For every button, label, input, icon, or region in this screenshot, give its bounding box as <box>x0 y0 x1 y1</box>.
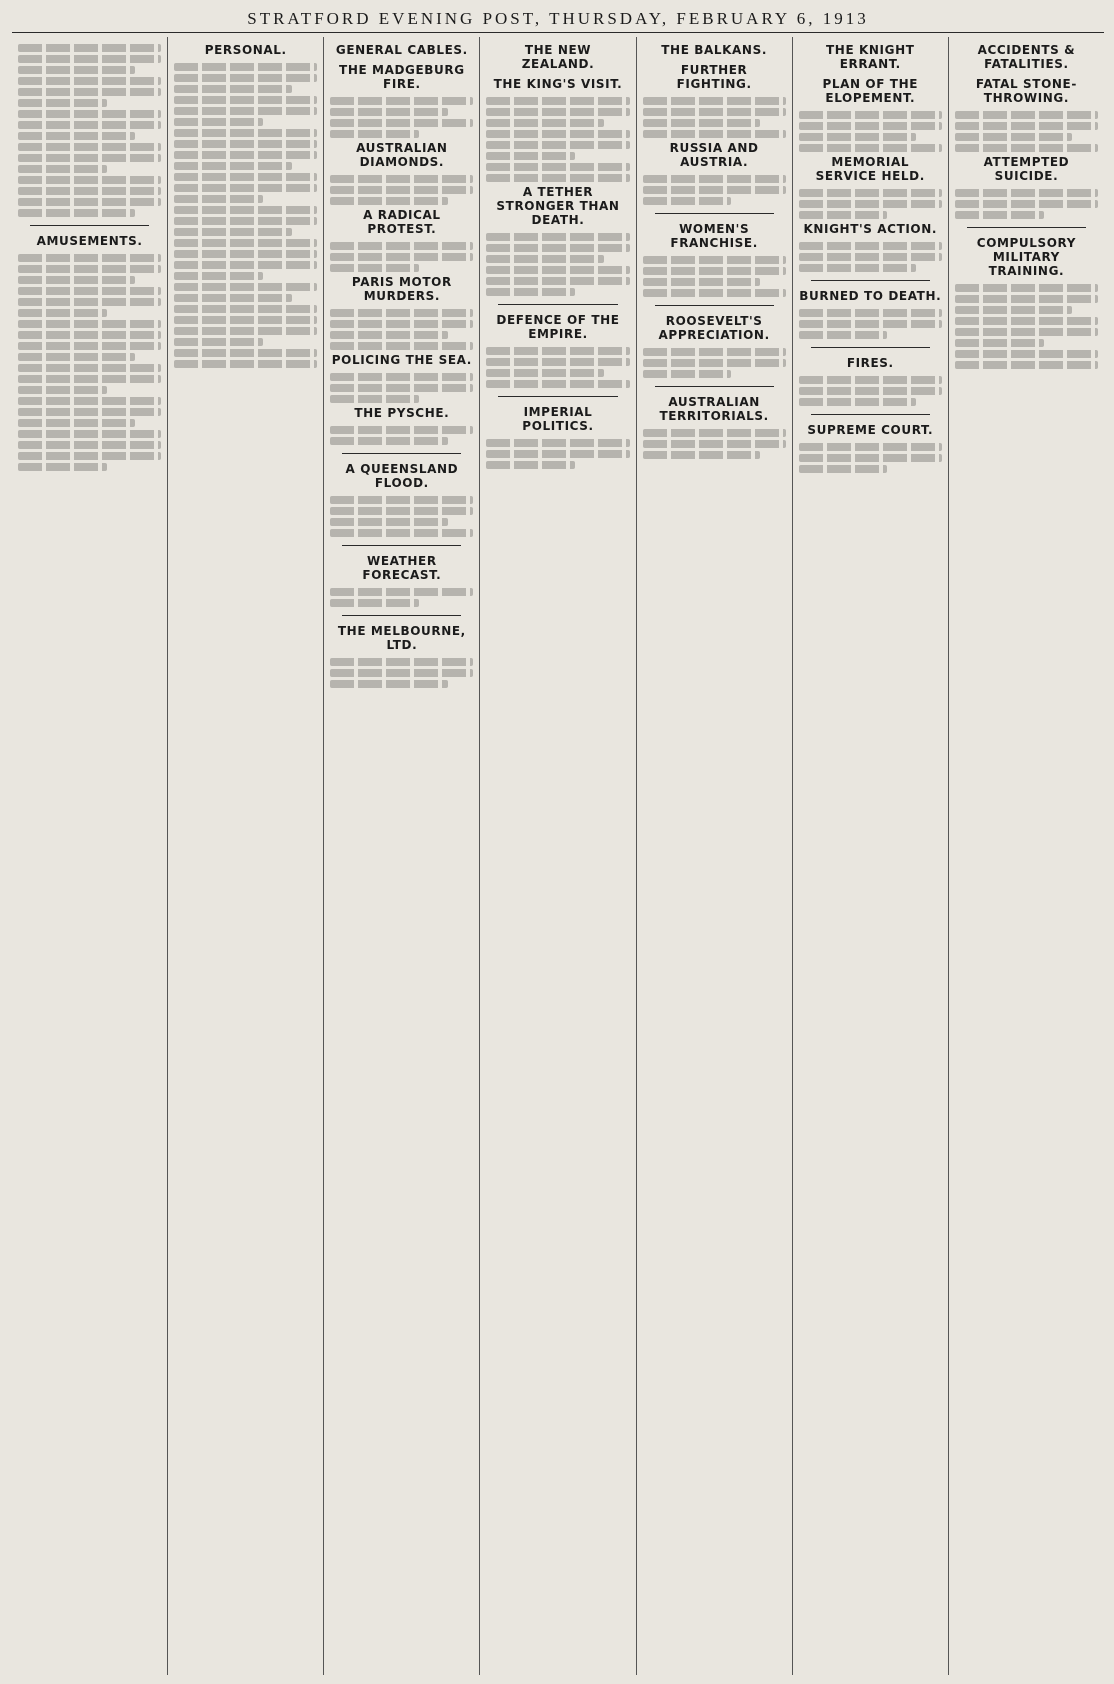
section-heading: THE BALKANS. <box>661 43 767 57</box>
section-heading: SUPREME COURT. <box>807 423 934 437</box>
section-heading: AUSTRALIAN DIAMONDS. <box>356 141 448 169</box>
section-heading: BURNED TO DEATH. <box>799 289 942 303</box>
section-heading: ATTEMPTED SUICIDE. <box>983 155 1070 183</box>
section-heading: THE PYSCHE. <box>354 406 450 420</box>
section-heading: PARIS MOTOR MURDERS. <box>351 275 452 303</box>
section-heading: WOMEN'S FRANCHISE. <box>670 222 758 250</box>
section-heading: DEFENCE OF THE EMPIRE. <box>496 313 620 341</box>
masthead-title: STRATFORD EVENING POST, THURSDAY, FEBRUARY 6, 1913 <box>247 9 869 28</box>
section-heading: FURTHER FIGHTING. <box>676 63 752 91</box>
section-heading: THE KING'S VISIT. <box>493 77 623 91</box>
section-heading: ACCIDENTS & FATALITIES. <box>977 43 1076 71</box>
section-heading: GENERAL CABLES. <box>335 43 468 57</box>
section-heading: THE NEW ZEALAND. <box>521 43 595 71</box>
column-5 <box>637 37 793 1675</box>
column-6 <box>793 37 949 1675</box>
section-heading: A RADICAL PROTEST. <box>363 208 441 236</box>
columns <box>12 37 1104 1675</box>
section-heading: PLAN OF THE ELOPEMENT. <box>822 77 919 105</box>
section-heading: IMPERIAL POLITICS. <box>522 405 594 433</box>
section-heading: WEATHER FORECAST. <box>362 554 442 582</box>
section-heading: A QUEENSLAND FLOOD. <box>345 462 459 490</box>
column-4 <box>480 37 636 1675</box>
section-heading: MEMORIAL SERVICE HELD. <box>815 155 925 183</box>
section-heading: ROOSEVELT'S APPRECIATION. <box>658 314 770 342</box>
section-heading: FATAL STONE-THROWING. <box>975 77 1077 105</box>
section-heading: RUSSIA AND AUSTRIA. <box>669 141 759 169</box>
section-heading: PERSONAL. <box>204 43 287 57</box>
column-1 <box>12 37 168 1675</box>
column-3 <box>324 37 480 1675</box>
column-7 <box>949 37 1104 1675</box>
column-2 <box>168 37 324 1675</box>
section-heading: THE MADGEBURG FIRE. <box>339 63 465 91</box>
section-heading: AUSTRALIAN TERRITORIALS. <box>659 395 769 423</box>
section-heading: POLICING THE SEA. <box>331 353 472 367</box>
section-heading: COMPULSORY MILITARY TRAINING. <box>976 236 1077 278</box>
section-heading: A TETHER STRONGER THAN DEATH. <box>496 185 620 227</box>
masthead <box>12 6 1104 33</box>
section-heading: FIRES. <box>846 356 894 370</box>
section-heading: THE MELBOURNE, LTD. <box>337 624 466 652</box>
section-heading: THE KNIGHT ERRANT. <box>826 43 915 71</box>
section-heading: AMUSEMENTS. <box>36 234 143 248</box>
section-heading: KNIGHT'S ACTION. <box>803 222 938 236</box>
